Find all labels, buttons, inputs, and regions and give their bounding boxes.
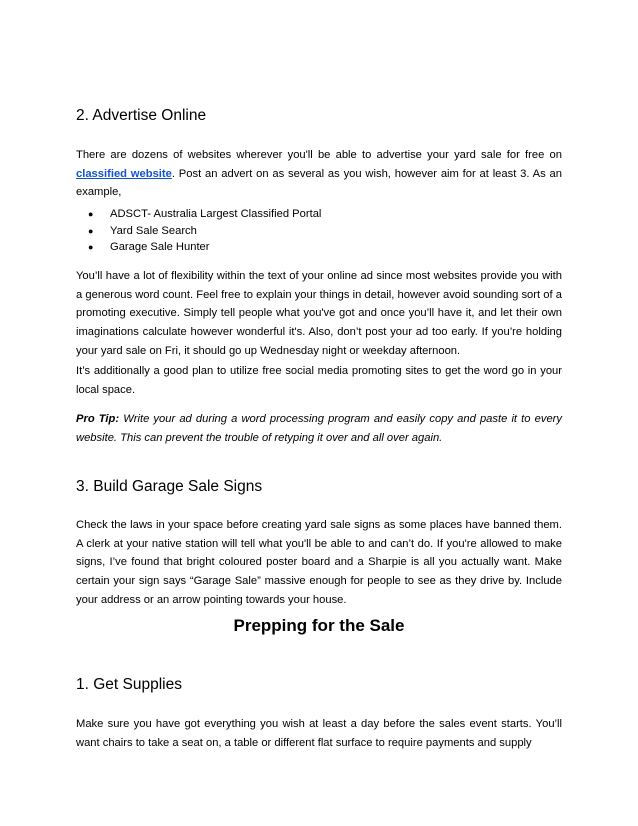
heading-advertise-online: 2. Advertise Online bbox=[76, 107, 207, 124]
list-item: ● Garage Sale Hunter bbox=[88, 239, 321, 256]
classified-website-link[interactable]: classified website bbox=[76, 167, 172, 180]
bullet-icon: ● bbox=[88, 209, 94, 219]
intro-text-b: . Post an advert on as several as you wish, however aim for at least 3. As an example, bbox=[76, 167, 562, 199]
paragraph-social-media: It’s additionally a good plan to utilize free social media promoting sites to get the word go in your local space. bbox=[76, 365, 562, 396]
pro-tip bbox=[76, 410, 562, 447]
paragraph-supplies: Make sure you have got everything you wish at least a day before the sales event starts. You’ll want chairs to take a seat on, a table or different flat surface to require payments and supply bbox=[76, 718, 562, 749]
paragraph-advertise-intro bbox=[76, 146, 562, 202]
website-list bbox=[88, 206, 321, 256]
list-item: ● ADSCT- Australia Largest Classified Portal bbox=[88, 206, 321, 223]
list-item: ● Yard Sale Search bbox=[88, 223, 321, 240]
pro-tip-label: Pro Tip: bbox=[76, 413, 120, 425]
bullet-icon: ● bbox=[88, 242, 94, 252]
pro-tip-text: Write your ad during a word processing program and easily copy and paste it to every website. This can prevent the trouble of retyping it over and all over again. bbox=[76, 413, 562, 444]
heading-garage-sale-signs: 3. Build Garage Sale Signs bbox=[76, 478, 263, 495]
heading-get-supplies: 1. Get Supplies bbox=[76, 676, 182, 693]
section-title-prepping: Prepping for the Sale bbox=[233, 616, 405, 635]
intro-text-a: There are dozens of websites wherever you'll be able to advertise your yard sale for free on bbox=[76, 149, 562, 161]
paragraph-signs: Check the laws in your space before creating yard sale signs as some places have banned them. A clerk at your native station will tell what you'll be able to and can’t do. If you're allowed to make signs, I’ve found that bright coloured poster board and a Sharpie is all you actually want. Make certain your sign says “Garage Sale” massive enough for people to see as they drive by. Include your address or an arrow pointing towards your house. bbox=[76, 519, 562, 606]
bullet-icon: ● bbox=[88, 225, 94, 236]
paragraph-flexibility: You’ll have a lot of flexibility within the text of your online ad since most websites provide you with a generous word count. Feel free to explain your things in detail, however avoid sounding sort of a promoting executive. Simply tell people what you've got and once you’ll have it, and let their own imaginations calculate however wonderful it's. Also, don’t post your ad too early. If you’re holding your yard sale on Fri, it should go up Wednesday night or weekday afternoon. bbox=[76, 270, 562, 357]
